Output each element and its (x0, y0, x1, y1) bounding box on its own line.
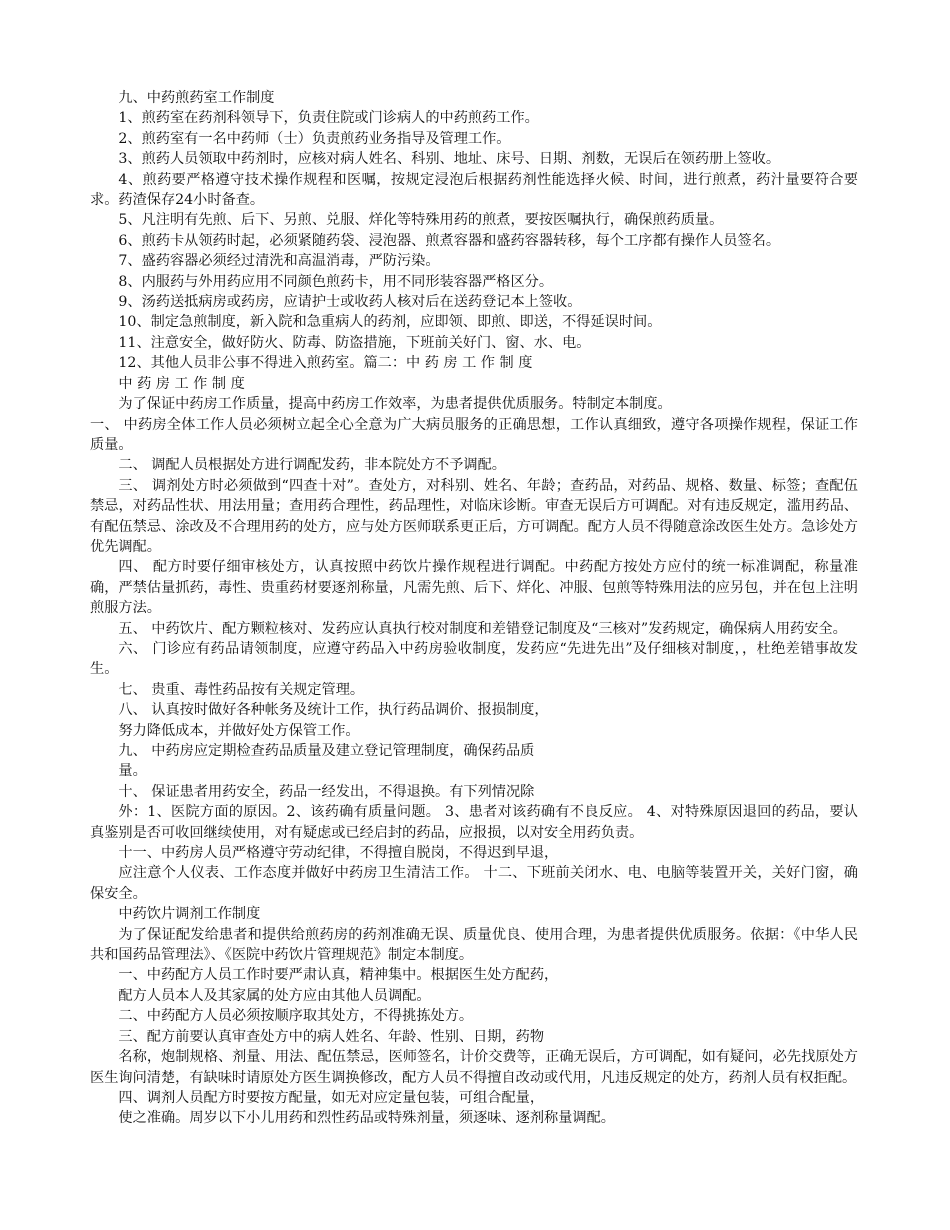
document-paragraph: 二、 调配人员根据处方进行调配发药，非本院处方不予调配。 (118, 457, 506, 474)
document-paragraph: 十、 保证患者用药安全，药品一经发出，不得退换。有下列情况除 (118, 783, 535, 800)
document-paragraph: 11、注意安全，做好防火、防毒、防盗措施，下班前关好门、窗、水、电。 (118, 334, 591, 351)
document-paragraph: 九、中药煎药室工作制度 (118, 90, 275, 106)
document-paragraph: 使之准确。周岁以下小儿用药和烈性药品或特殊剂量，须逐味、逐剂称量调配。 (118, 1110, 615, 1127)
document-paragraph: 量。 (118, 763, 147, 780)
document-paragraph: 4、煎药要严格遵守技术操作规程和医嘱，按规定浸泡后根据药剂性能选择火候、时间，进行煎煮，药汁量要符合要求。药渣保存24小时备查。 (90, 171, 858, 209)
document-paragraph: 九、 中药房应定期检查药品质量及建立登记管理制度，确保药品质 (118, 743, 535, 759)
document-paragraph: 五、 中药饮片、配方颗粒核对、发药应认真执行校对制度和差错登记制度及“三核对”发药规定，确保病人用药安全。 (118, 620, 847, 637)
document-paragraph: 一、 中药房全体工作人员必须树立起全心全意为广大病员服务的正确思想，工作认真细致，遵守各项操作规程，保证工作质量。 (90, 416, 858, 453)
document-paragraph: 10、制定急煎制度，新入院和急重病人的药剂，应即领、即煎、即送，不得延误时间。 (118, 314, 662, 331)
document-paragraph: 中 药 房 工 作 制 度 (118, 375, 245, 392)
document-paragraph: 5、凡注明有先煎、后下、另煎、兑服、烊化等特殊用药的煎煮，要按医嘱执行，确保煎药质量。 (118, 212, 724, 229)
document-paragraph: 八、 认真按时做好各种帐务及统计工作，执行药品调价、报损制度， (118, 702, 549, 719)
document-paragraph: 外：1、医院方面的原因。2、该药确有质量问题。 3、患者对该药确有不良反应。 4、对特殊原因退回的药品，要认真鉴别是否可收回继续使用，对有疑虑或已经启封的药品，应报损，以对安全用药负责。 (90, 804, 858, 841)
document-paragraph: 三、配方前要认真审查处方中的病人姓名、年龄、性别、日期，药物 (118, 1028, 545, 1045)
document-paragraph: 中药饮片调剂工作制度 (118, 906, 261, 923)
document-paragraph: 一、中药配方人员工作时要严肃认真，精神集中。根据医生处方配药， (118, 967, 559, 984)
document-paragraph: 四、 配方时要仔细审核处方，认真按照中药饮片操作规程进行调配。中药配方按处方应付的统一标准调配，称量准确，严禁估量抓药，毒性、贵重药材要逐剂称量，凡需先煎、后下、烊化、冲服、包煎等特殊用法的应另包，并在包上注明煎服方法。 (90, 559, 858, 617)
document-paragraph: 应注意个人仪表、工作态度并做好中药房卫生清洁工作。 十二、下班前关闭水、电、电脑等装置开关，关好门窗，确保安全。 (90, 865, 858, 902)
document-paragraph: 四、调剂人员配方时要按方配量，如无对应定量包装，可组合配量， (118, 1089, 545, 1106)
document-paragraph: 名称，炮制规格、剂量、用法、配伍禁忌，医师签名，计价交费等，正确无误后，方可调配，如有疑问，必先找原处方医生询问清楚，有缺味时请原处方医生调换修改，配方人员不得擅自改动或代用，凡违反规定的处方，药剂人员有权拒配。 (90, 1049, 858, 1086)
document-paragraph: 6、煎药卡从领药时起，必须紧随药袋、浸泡器、煎煮容器和盛药容器转移，每个工序都有操作人员签名。 (118, 232, 781, 249)
document-paragraph: 为了保证配发给患者和提供给煎药房的药剂准确无误、质量优良、使用合理，为患者提供优质服务。依据：《中华人民共和国药品管理法》、《医院中药饮片管理规范》制定本制度。 (90, 926, 858, 964)
document-paragraph: 努力降低成本，并做好处方保管工作。 (118, 722, 360, 739)
document-paragraph: 十一、中药房人员严格遵守劳动纪律，不得擅自脱岗，不得迟到早退， (118, 845, 559, 862)
document-paragraph: 七、 贵重、毒性药品按有关规定管理。 (118, 681, 365, 698)
document-paragraph: 二、中药配方人员必须按顺序取其处方，不得挑拣处方。 (118, 1008, 474, 1025)
document-paragraph: 六、 门诊应有药品请领制度，应遵守药品入中药房验收制度，发药应“先进先出”及仔细核对制度，，杜绝差错事故发生。 (90, 640, 858, 678)
document-paragraph: 12、其他人员非公事不得进入煎药室。篇二：中 药 房 工 作 制 度 (118, 355, 533, 372)
document-paragraph: 3、煎药人员领取中药剂时，应核对病人姓名、科别、地址、床号、日期、剂数，无误后在领药册上签收。 (118, 151, 781, 168)
document-paragraph: 8、内服药与外用药应用不同颜色煎药卡，用不同形装容器严格区分。 (118, 273, 554, 290)
document-page (90, 88, 858, 1129)
document-paragraph: 2、煎药室有一名中药师（士）负责煎药业务指导及管理工作。 (118, 130, 511, 147)
document-paragraph: 为了保证中药房工作质量，提高中药房工作效率，为患者提供优质服务。特制定本制度。 (118, 396, 672, 413)
document-paragraph: 配方人员本人及其家属的处方应由其他人员调配。 (118, 987, 431, 1004)
document-paragraph: 三、 调剂处方时必须做到“四查十对”。查处方，对科别、姓名、年龄；查药品，对药品、规格、数量、标签；查配伍禁忌，对药品性状、用法用量；查用药合理性，药品理性，对临床诊断。审查无误后方可调配。对有违反规定，滥用药品、有配伍禁忌、涂改及不合理用药的处方，应与处方医师联系更正后，方可调配。配方人员不得随意涂改医生处方。急诊处方优先调配。 (90, 477, 858, 555)
document-paragraph: 1、煎药室在药剂科领导下，负责住院或门诊病人的中药煎药工作。 (118, 110, 539, 127)
document-paragraph: 9、汤药送抵病房或药房，应请护士或收药人核对后在送药登记本上签收。 (118, 294, 582, 311)
document-paragraph: 7、盛药容器必须经过清洗和高温消毒，严防污染。 (118, 253, 440, 270)
